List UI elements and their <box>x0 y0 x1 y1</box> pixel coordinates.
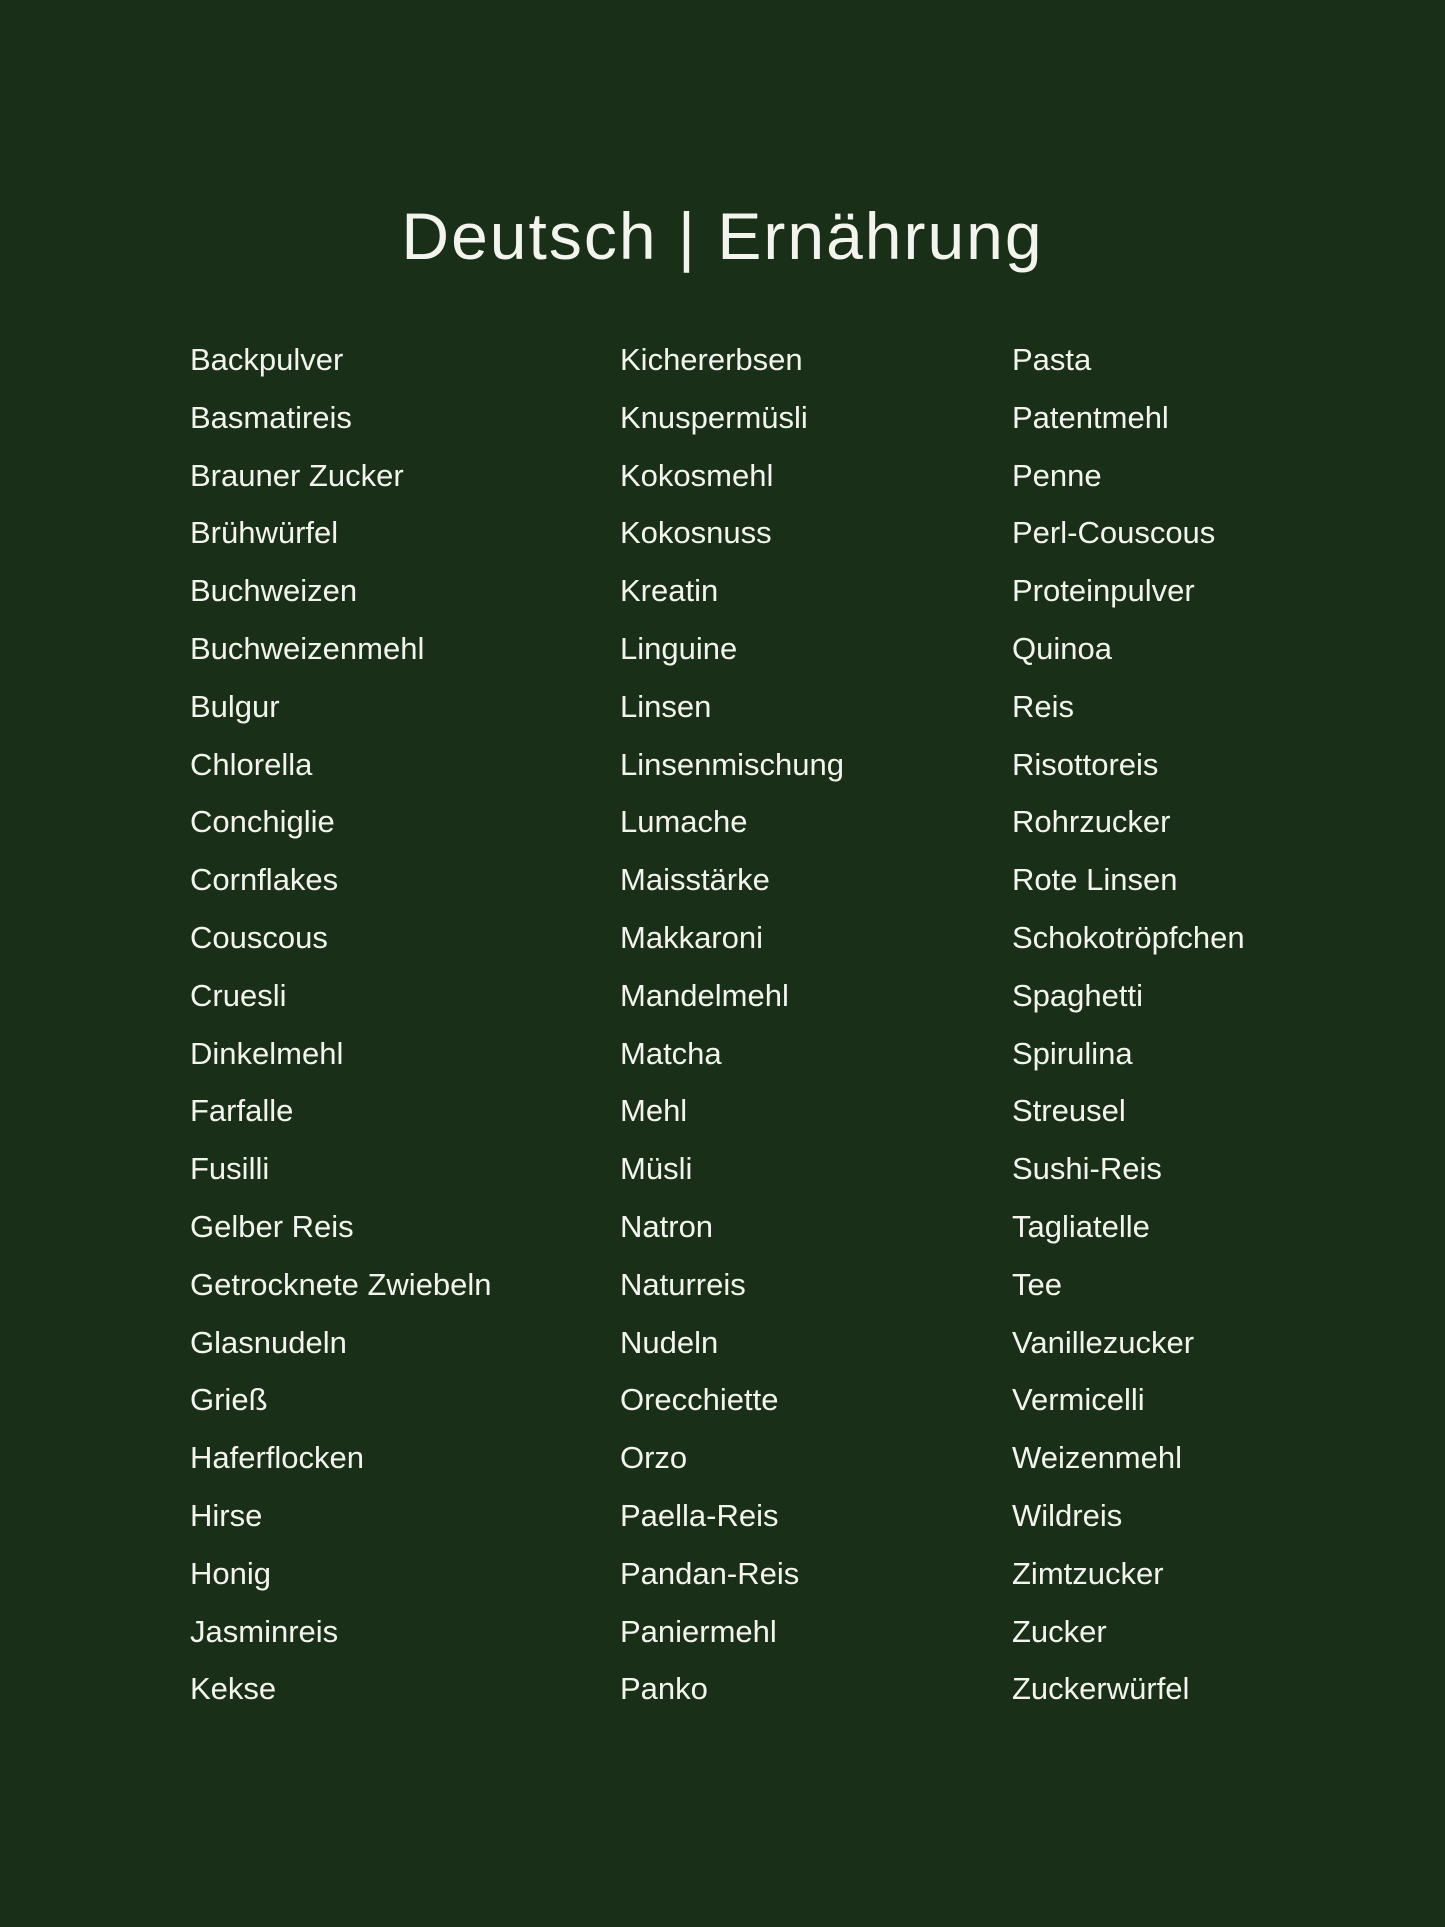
list-item: Cornflakes <box>190 862 339 898</box>
list-item: Getrocknete Zwiebeln <box>190 1266 492 1302</box>
word-column-2 <box>620 340 844 1727</box>
list-item: Glasnudeln <box>190 1324 347 1360</box>
list-item: Panko <box>620 1671 708 1707</box>
list-item: Paella-Reis <box>620 1497 779 1533</box>
list-item: Pasta <box>1012 342 1092 377</box>
list-item: Grieß <box>190 1382 268 1418</box>
list-item: Penne <box>1012 457 1102 493</box>
list-item: Farfalle <box>190 1093 294 1129</box>
list-item: Matcha <box>620 1035 722 1071</box>
word-columns <box>0 340 1445 1720</box>
list-item: Gelber Reis <box>190 1208 354 1244</box>
list-item: Kokosmehl <box>620 457 774 493</box>
list-item: Dinkelmehl <box>190 1035 344 1071</box>
list-item: Naturreis <box>620 1266 746 1302</box>
list-item: Orecchiette <box>620 1382 779 1418</box>
list-item: Natron <box>620 1208 714 1244</box>
list-item: Orzo <box>620 1440 688 1476</box>
list-item: Honig <box>190 1555 271 1591</box>
list-item: Kichererbsen <box>620 342 803 377</box>
list-item: Knuspermüsli <box>620 399 808 435</box>
list-item: Bulgur <box>190 688 280 724</box>
list-item: Basmatireis <box>190 399 352 435</box>
list-item: Kekse <box>190 1671 277 1707</box>
list-item: Mandelmehl <box>620 977 789 1013</box>
list-item: Reis <box>1012 688 1075 724</box>
list-item: Hirse <box>190 1497 263 1533</box>
list-item: Tagliatelle <box>1012 1208 1150 1244</box>
list-item: Risottoreis <box>1012 746 1159 782</box>
list-item: Conchiglie <box>190 804 335 840</box>
list-item: Linsen <box>620 688 712 724</box>
list-item: Zucker <box>1012 1613 1107 1649</box>
list-item: Cruesli <box>190 977 287 1013</box>
list-item: Nudeln <box>620 1324 719 1360</box>
list-item: Maisstärke <box>620 862 770 898</box>
list-item: Streusel <box>1012 1093 1126 1129</box>
list-item: Zimtzucker <box>1012 1555 1164 1591</box>
list-item: Brühwürfel <box>190 515 339 551</box>
list-item: Vanillezucker <box>1012 1324 1195 1360</box>
list-item: Weizenmehl <box>1012 1440 1183 1476</box>
list-item: Linguine <box>620 630 738 666</box>
list-item: Kokosnuss <box>620 515 772 551</box>
list-item: Proteinpulver <box>1012 573 1195 609</box>
list-item: Buchweizen <box>190 573 358 609</box>
word-column-3 <box>1012 340 1245 1727</box>
list-item: Perl-Couscous <box>1012 515 1216 551</box>
list-item: Spaghetti <box>1012 977 1143 1013</box>
list-item: Linsenmischung <box>620 746 845 782</box>
list-item: Mehl <box>620 1093 688 1129</box>
list-item: Paniermehl <box>620 1613 777 1649</box>
list-item: Patentmehl <box>1012 399 1169 435</box>
list-item: Haferflocken <box>190 1440 365 1476</box>
list-item: Müsli <box>620 1151 693 1187</box>
list-item: Wildreis <box>1012 1497 1123 1533</box>
list-item: Buchweizenmehl <box>190 630 425 666</box>
list-item: Couscous <box>190 919 328 955</box>
list-item: Vermicelli <box>1012 1382 1145 1418</box>
list-item: Zuckerwürfel <box>1012 1671 1190 1707</box>
list-item: Quinoa <box>1012 630 1112 666</box>
page-title: Deutsch | Ernährung <box>401 199 1044 274</box>
list-item: Fusilli <box>190 1151 270 1187</box>
list-item: Rote Linsen <box>1012 862 1178 898</box>
list-item: Makkaroni <box>620 919 763 955</box>
list-item: Jasminreis <box>190 1613 339 1649</box>
list-item: Chlorella <box>190 746 313 782</box>
list-item: Tee <box>1012 1266 1062 1302</box>
list-item: Backpulver <box>190 342 344 377</box>
list-item: Rohrzucker <box>1012 804 1171 840</box>
list-item: Kreatin <box>620 573 719 609</box>
list-item: Spirulina <box>1012 1035 1133 1071</box>
list-item: Brauner Zucker <box>190 457 404 493</box>
list-item: Sushi-Reis <box>1012 1151 1162 1187</box>
word-column-1 <box>190 340 492 1727</box>
list-item: Lumache <box>620 804 748 840</box>
list-item: Schokotröpfchen <box>1012 919 1245 955</box>
list-item: Pandan-Reis <box>620 1555 800 1591</box>
